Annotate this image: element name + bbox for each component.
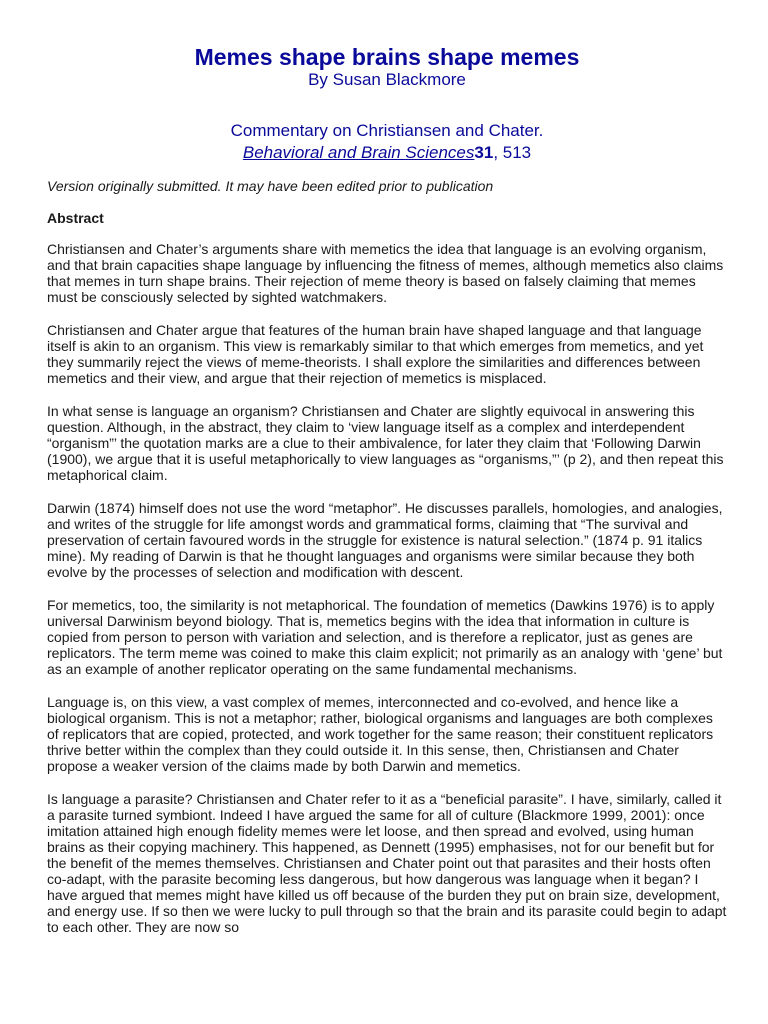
body-paragraph: Christiansen and Chater argue that features of the human brain have shaped language and that language itself is akin to an organism. This view is remarkably similar to that which emerges from memetics, and yet they summarily reject the views of meme-theorists. I shall explore the similarities and differences between memetics and their view, and argue that their rejection of memetics is misplaced. — [47, 322, 704, 386]
author-line: By Susan Blackmore — [308, 70, 466, 89]
abstract-text: Christiansen and Chater’s arguments share with memetics the idea that language is an evolving organism, and that brain capacities shape language by influencing the fitness of memes, although memetics also claims that memes in turn shape brains. Their rejection of meme theory is based on falsely claiming that memes must be consciously selected by sighted watchmakers. — [47, 241, 724, 305]
page-number: , 513 — [493, 143, 532, 162]
version-note: Version originally submitted. It may have been edited prior to publication — [47, 178, 494, 194]
body-paragraph: Darwin (1874) himself does not use the word “metaphor”. He discusses parallels, homologies, and analogies, and writes of the struggle for life amongst words and grammatical forms, claiming that “The survival and preservation of certain favoured words in the struggle for existence is natural selection.” (1874 p. 91 italics mine). My reading of Darwin is that he thought languages and organisms were similar because they both evolve by the processes of selection and modification with descent. — [47, 500, 723, 580]
body-paragraph: Is language a parasite? Christiansen and Chater refer to it as a “beneficial parasite”. I have, similarly, called it a parasite turned symbiont. Indeed I have argued the same for all of culture (Blackmore 1999, 2001): once imitation attained high enough fidelity memes were let loose, and then spread and evolved, using human brains as their copying machinery. This happened, as Dennett (1995) emphasises, not for our benefit but for the benefit of the memes themselves. Christiansen and Chater point out that parasites and their hosts often co-adapt, with the parasite becoming less dangerous, but how dangerous was language when it began? I have argued that memes might have killed us off because of the burden they put on brain size, development, and energy use. If so then we were lucky to pull through so that the brain and its parasite could begin to adapt to each other. They are now so — [47, 791, 727, 935]
body-paragraph: In what sense is language an organism? Christiansen and Chater are slightly equivocal in answering this question. Although, in the abstract, they claim to ‘view language itself as a complex and interdependent “organism”’ the quotation marks are a clue to their ambivalence, for later they claim that ‘Following Darwin (1900), we argue that it is useful metaphorically to view languages as “organisms,”’ (p 2), and then repeat this metaphorical claim. — [47, 403, 724, 483]
commentary-line: Commentary on Christiansen and Chater. — [230, 121, 544, 140]
body-paragraph: For memetics, too, the similarity is not metaphorical. The foundation of memetics (Dawkins 1976) is to apply universal Darwinism beyond biology. That is, memetics begins with the idea that information in culture is copied from person to person with variation and selection, and is therefore a replicator, just as genes are replicators. The term meme was coined to make this claim explicit; not primarily as an analogy with ‘gene’ but as an example of another replicator operating on the same fundamental mechanisms. — [47, 597, 723, 677]
paper-title: Memes shape brains shape memes — [194, 44, 580, 70]
journal-link[interactable]: Behavioral and Brain Sciences — [242, 143, 475, 162]
document-page — [47, 44, 727, 935]
abstract-heading: Abstract — [47, 210, 104, 226]
body-paragraph: Language is, on this view, a vast complex of memes, interconnected and co-evolved, and hence like a biological organism. This is not a metaphor; rather, biological organisms and languages are both complexes of replicators that are copied, protected, and work together for the same reason; their constituent replicators thrive better within the complex than they could outside it. In this sense, then, Christiansen and Chater propose a weaker version of the claims made by both Darwin and memetics. — [47, 694, 714, 774]
citation-line — [47, 142, 727, 164]
volume-number: 31 — [474, 143, 494, 162]
